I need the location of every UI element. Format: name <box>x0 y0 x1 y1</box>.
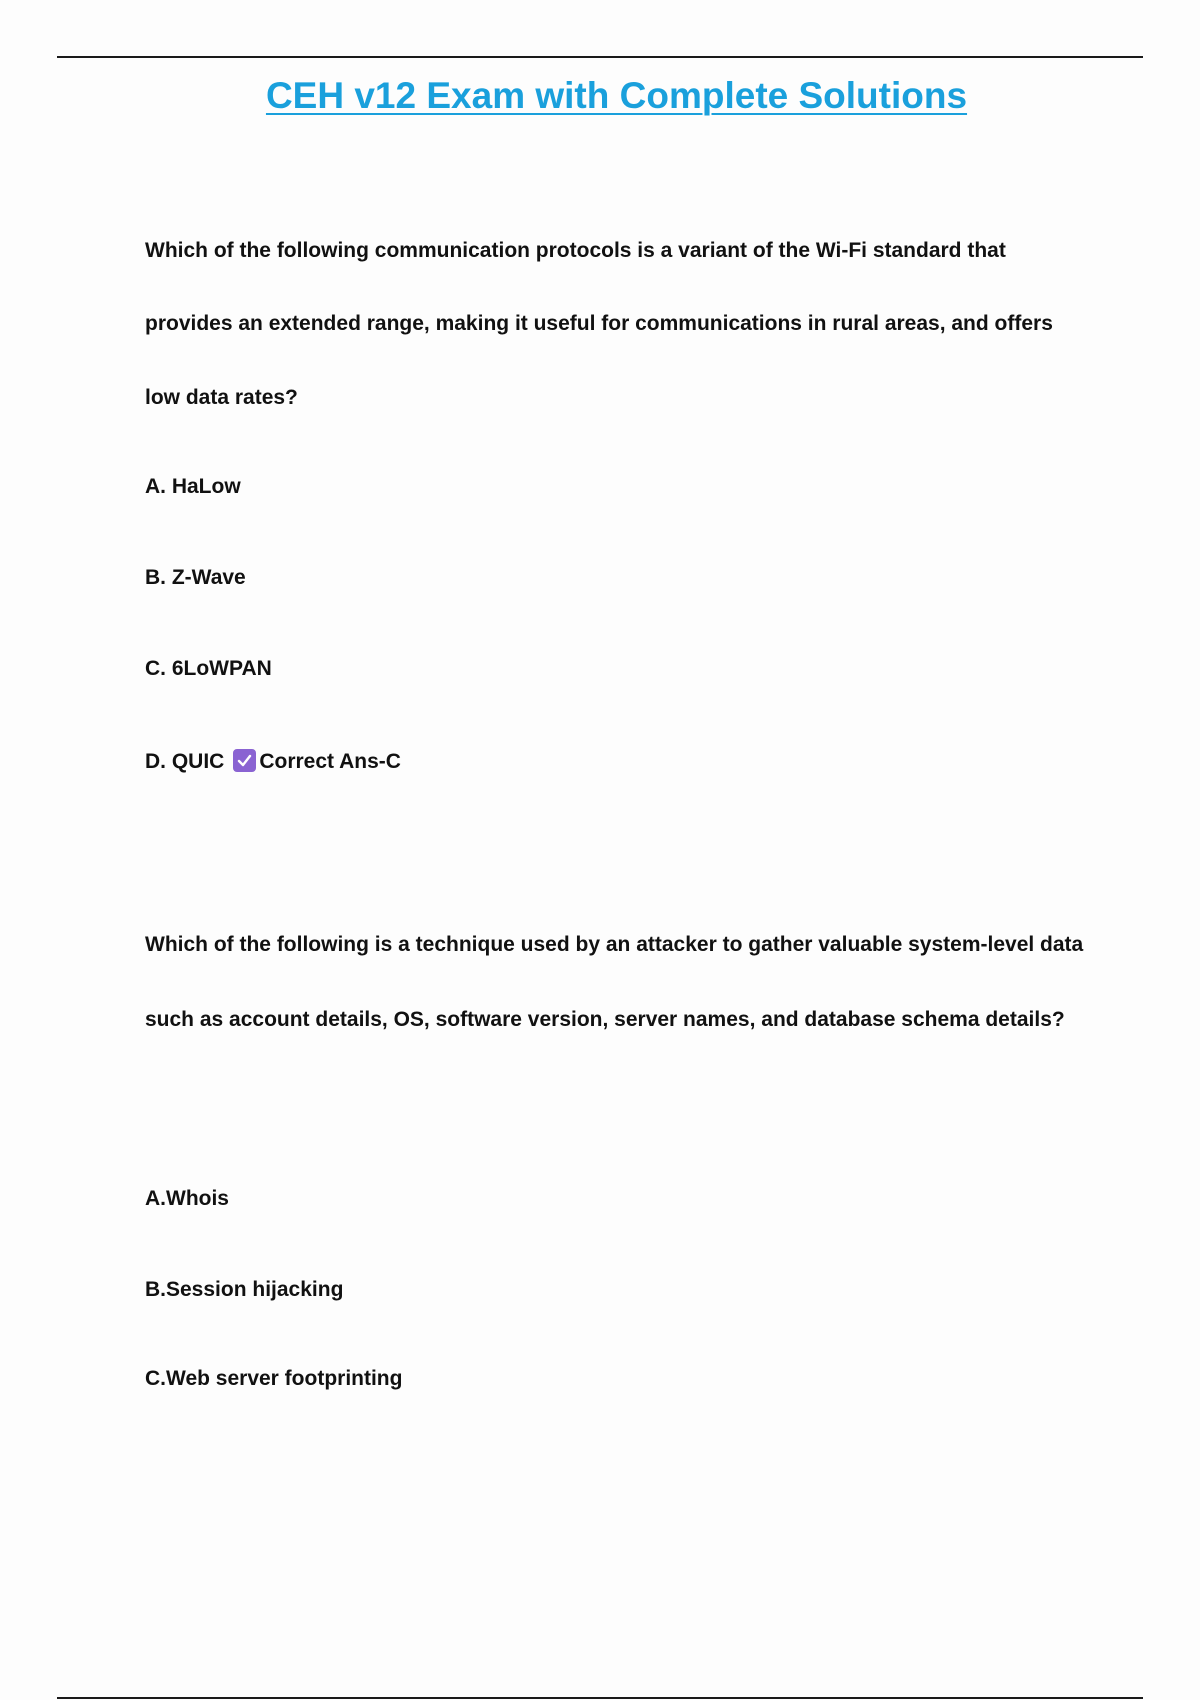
question-2-option-a: A.Whois <box>145 1187 229 1210</box>
document-title: CEH v12 Exam with Complete Solutions <box>265 75 968 116</box>
question-2-option-c: C.Web server footprinting <box>145 1367 403 1390</box>
header-rule <box>57 56 1143 58</box>
question-1-option-a: A. HaLow <box>145 475 241 498</box>
question-1-answer: Correct Ans-C <box>259 750 401 773</box>
question-2-line-2: such as account details, OS, software version, server names, and database schema details? <box>145 1008 1065 1031</box>
question-1-line-1: Which of the following communication protocols is a variant of the Wi-Fi standard that <box>145 239 1006 262</box>
question-2-option-b: B.Session hijacking <box>145 1278 344 1301</box>
question-1-option-d: D. QUIC <box>145 750 225 773</box>
footer-rule <box>57 1697 1143 1699</box>
question-1-option-d-row <box>145 749 401 775</box>
question-1-line-2: provides an extended range, making it useful for communications in rural areas, and offers <box>145 312 1053 335</box>
question-1-line-3: low data rates? <box>145 386 298 409</box>
checkbox-checked-icon <box>233 749 256 772</box>
question-1-option-c: C. 6LoWPAN <box>145 657 272 680</box>
question-1-option-b: B. Z-Wave <box>145 566 246 589</box>
question-2-line-1: Which of the following is a technique used by an attacker to gather valuable system-level data <box>145 933 1084 956</box>
